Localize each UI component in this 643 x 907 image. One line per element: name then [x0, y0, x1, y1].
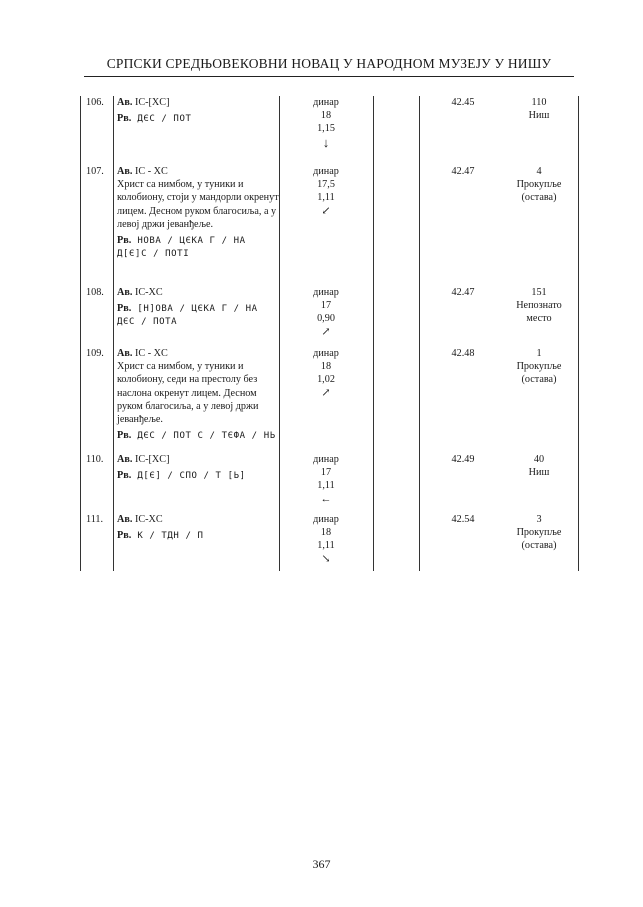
- coin-weight: 1,15: [317, 123, 335, 135]
- die-axis-arrow-icon: ←: [320, 492, 332, 505]
- reverse-line: [117, 529, 279, 543]
- provenance-code: 3: [536, 514, 542, 525]
- reverse-label: Рв.: [117, 430, 132, 442]
- obverse-legend: IC-[XC]: [134, 97, 170, 108]
- provenance: [500, 513, 578, 553]
- coin-weight: 1,11: [317, 480, 335, 492]
- coin-weight: 0,90: [317, 313, 335, 325]
- reverse-label: Рв.: [117, 113, 132, 125]
- inventory-number: 42.45: [451, 97, 475, 108]
- row-number: 109.: [86, 348, 104, 359]
- obverse-label: Ав.: [117, 454, 133, 465]
- provenance-code: 151: [531, 287, 547, 298]
- obverse-legend: IC - XC: [134, 348, 168, 359]
- obverse-line: [117, 513, 279, 526]
- obverse-label: Ав.: [117, 514, 133, 525]
- coin-specs: [280, 96, 372, 149]
- die-axis-arrow-icon: ↓: [322, 134, 330, 150]
- running-header: СРПСКИ СРЕДЊОВЕКОВНИ НОВАЦ У НАРОДНОМ МУЗЕЈУ У НИШУ: [106, 56, 552, 71]
- coin-type: динар: [313, 348, 339, 359]
- coin-size: 17,5: [317, 179, 335, 191]
- provenance-place: Прокупље: [516, 527, 562, 539]
- reverse-legend: ДЄС / ПОТ: [137, 114, 192, 125]
- coin-size: 18: [320, 361, 332, 373]
- provenance-note: (остава): [521, 540, 557, 552]
- obverse-line: [117, 96, 279, 109]
- coin-description: [117, 453, 279, 483]
- coin-description: [117, 165, 279, 261]
- die-axis-arrow-icon: ↗: [321, 386, 331, 399]
- provenance: [500, 165, 578, 205]
- die-axis-arrow-icon: ↘: [321, 552, 331, 565]
- provenance-note: (остава): [521, 192, 557, 204]
- provenance: [500, 347, 578, 387]
- die-axis-arrow-icon: ↙: [321, 204, 331, 217]
- inventory-number: 42.48: [451, 348, 475, 359]
- coin-description: [117, 286, 279, 329]
- provenance: [500, 286, 578, 326]
- provenance-note: место: [526, 313, 552, 325]
- column-divider-type: [373, 96, 374, 571]
- reverse-label: Рв.: [117, 303, 132, 315]
- obverse-line: [117, 286, 279, 299]
- coin-size: 17: [320, 467, 332, 479]
- coin-type: динар: [313, 514, 339, 525]
- coin-specs: [280, 347, 372, 400]
- provenance-code: 4: [536, 166, 542, 177]
- inventory-number: 42.54: [451, 514, 475, 525]
- coin-description: [117, 347, 279, 443]
- coin-specs: [280, 513, 372, 566]
- coin-type: динар: [313, 166, 339, 177]
- reverse-label: Рв.: [117, 470, 132, 482]
- provenance-place: Ниш: [528, 467, 550, 479]
- provenance-code: 110: [531, 97, 547, 108]
- coin-weight: 1,11: [317, 540, 335, 552]
- reverse-legend: Д[Є] / СПО / Т [Ь]: [137, 471, 246, 482]
- reverse-label: Рв.: [117, 530, 132, 542]
- inventory-number: 42.47: [451, 287, 475, 298]
- provenance-place: Прокупље: [516, 361, 562, 373]
- obverse-line: [117, 165, 279, 178]
- provenance-place: Прокупље: [516, 179, 562, 191]
- provenance: [500, 453, 578, 479]
- reverse-line: [117, 469, 279, 483]
- obverse-line: [117, 453, 279, 466]
- coin-specs: [280, 286, 372, 339]
- coin-size: 18: [320, 527, 332, 539]
- row-number: 106.: [86, 97, 104, 108]
- provenance-place: Ниш: [528, 110, 550, 122]
- reverse-line: [117, 429, 279, 443]
- row-number: 111.: [86, 514, 104, 525]
- table-border-right: [578, 96, 579, 571]
- obverse-legend: IC-[XC]: [134, 454, 170, 465]
- provenance-code: 40: [533, 454, 545, 465]
- coin-specs: [280, 453, 372, 506]
- reverse-legend: ДЄС / ПОТ С / ТЄФА / НЬ: [137, 431, 276, 442]
- reverse-line: [117, 234, 279, 261]
- inventory-number: 42.47: [451, 166, 475, 177]
- obverse-label: Ав.: [117, 348, 133, 359]
- obverse-label: Ав.: [117, 166, 133, 177]
- coin-type: динар: [313, 97, 339, 108]
- reverse-legend: НОВА / ЦЄКА Г / НА Д[Є]С / ПОТІ: [117, 236, 246, 260]
- obverse-line: [117, 347, 279, 360]
- coin-size: 18: [320, 110, 332, 122]
- provenance-code: 1: [536, 348, 542, 359]
- obverse-legend: IC-XC: [134, 514, 163, 525]
- coin-weight: 1,02: [317, 374, 335, 386]
- provenance: [500, 96, 578, 122]
- coin-size: 17: [320, 300, 332, 312]
- obverse-description: Христ са нимбом, у туники и колобиону, стоји у мандорли окренут лицем. Десном руком благосиља, а у левој држи јеванђеље.: [117, 179, 279, 230]
- obverse-label: Ав.: [117, 97, 133, 108]
- inventory-number: 42.49: [451, 454, 475, 465]
- column-divider-number: [113, 96, 114, 571]
- provenance-place: Непознато: [516, 300, 562, 312]
- obverse-description: Христ са нимбом, у туники и колобиону, седи на престолу без наслона окренут лицем. Десном руком благосиља, а у левој држи јеванђеље.: [117, 361, 259, 426]
- obverse-legend: IC-XC: [134, 287, 163, 298]
- die-axis-arrow-icon: ↗: [321, 325, 331, 338]
- coin-weight: 1,11: [317, 192, 335, 204]
- table-border-left: [80, 96, 81, 571]
- page-number: 367: [312, 857, 331, 871]
- coin-description: [117, 513, 279, 543]
- row-number: 108.: [86, 287, 104, 298]
- reverse-legend: К / ТДН / П: [137, 531, 204, 542]
- provenance-note: (остава): [521, 374, 557, 386]
- coin-type: динар: [313, 454, 339, 465]
- reverse-line: [117, 302, 279, 329]
- obverse-legend: IC - XC: [134, 166, 168, 177]
- reverse-line: [117, 112, 279, 126]
- obverse-label: Ав.: [117, 287, 133, 298]
- row-number: 107.: [86, 166, 104, 177]
- coin-description: [117, 96, 279, 126]
- row-number: 110.: [86, 454, 104, 465]
- coin-specs: [280, 165, 372, 218]
- reverse-legend: [Н]ОВА / ЦЄКА Г / НА ДЄС / ПОТА: [117, 304, 258, 328]
- header-rule: [84, 76, 574, 77]
- coin-type: динар: [313, 287, 339, 298]
- reverse-label: Рв.: [117, 235, 132, 247]
